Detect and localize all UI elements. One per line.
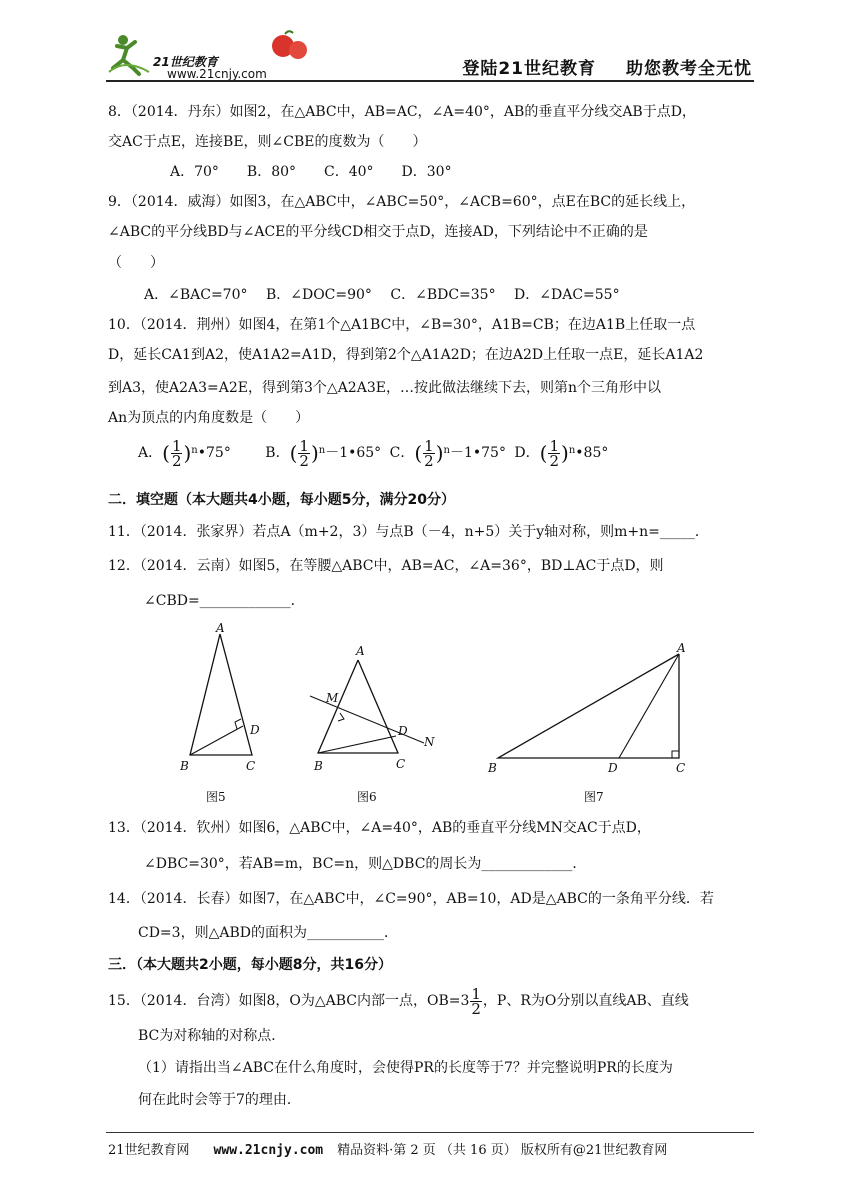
fig6-segment-bd xyxy=(318,736,396,753)
slogan-right: 助您教考全无忧 xyxy=(626,59,752,79)
q10-option-c: C．( $\frac{1}{2}$ )$^n$－1•75° xyxy=(389,436,506,470)
fig6-caption: 图6 xyxy=(357,790,377,804)
q9-line2: ∠ABC的平分线BD与∠ACE的平分线CD相交于点D，连接AD，下列结论中不正确的是 xyxy=(108,224,648,240)
q15-line3: （1）请指出当∠ABC在什么角度时，会使得PR的长度等于7？并完整说明PR的长度为 xyxy=(138,1060,673,1076)
q14-line2: CD=3，则△ABD的面积为___________． xyxy=(138,925,398,941)
figure-6 xyxy=(306,640,446,775)
q9-line1: 9．（2014．威海）如图3，在△ABC中，∠ABC=50°，∠ACB=60°，点E在BC的延长线上， xyxy=(108,194,696,210)
fig7-label-b: B xyxy=(488,761,497,775)
fig6-label-d: D xyxy=(398,724,408,738)
q8-options: A．70° B．80° C．40° D．30° xyxy=(170,164,452,180)
footer-rule xyxy=(106,1132,754,1133)
fig5-segment-bd xyxy=(190,726,243,755)
fig7-caption: 图7 xyxy=(584,790,604,804)
header-slogan xyxy=(462,54,752,79)
fig7-triangle xyxy=(498,654,679,758)
fig5-label-b: B xyxy=(180,759,189,772)
q10-line3: 到A3，使A2A3=A2E，得到第3个△A2A3E，…按此做法继续下去，则第n个三角形中以 xyxy=(108,380,661,396)
site-logo xyxy=(105,28,315,80)
section-2-heading: 二．填空题（本大题共4小题，每小题5分，满分20分） xyxy=(108,492,455,508)
q13-line2: ∠DBC=30°，若AB=m，BC=n，则△DBC的周长为_____________． xyxy=(144,856,587,872)
fig7-label-c: C xyxy=(676,761,686,775)
q10-option-b: B．( $\frac{1}{2}$ )$^n$－1•65° xyxy=(265,436,382,470)
fig7-label-a: A xyxy=(677,641,686,655)
q15-line2: BC为对称轴的对称点． xyxy=(138,1028,286,1044)
figure-7 xyxy=(480,640,700,775)
fig6-label-a: A xyxy=(356,644,365,658)
footer-url[interactable]: www.21cnjy.com xyxy=(213,1143,324,1158)
fig5-caption: 图5 xyxy=(206,790,226,804)
fig6-label-n: N xyxy=(424,735,435,749)
q10-line1: 10．（2014．荆州）如图4，在第1个△A1BC中，∠B=30°，A1B=CB；在边A1B上任取一点 xyxy=(108,317,696,333)
q8-line2: 交AC于点E，连接BE，则∠CBE的度数为（ ） xyxy=(108,134,427,150)
q10-line4: An为顶点的内角度数是（ ） xyxy=(108,410,310,426)
fig7-segment-ad xyxy=(619,654,679,758)
fig6-label-m: M xyxy=(326,691,339,705)
q8-line1: 8．（2014．丹东）如图2，在△ABC中，AB=AC，∠A=40°，AB的垂直平分线交AB于点D， xyxy=(108,104,696,120)
figure-5 xyxy=(180,622,270,772)
q9-line3: （ ） xyxy=(108,255,164,271)
logo-text: 21世纪教育 xyxy=(153,55,218,69)
q15-line4: 何在此时会等于7的理由． xyxy=(138,1092,301,1108)
header-rule xyxy=(106,80,754,82)
fig6-triangle xyxy=(318,660,398,753)
footer-site: 21世纪教育网 xyxy=(108,1143,190,1158)
fig7-right-angle-mark xyxy=(672,751,679,758)
q10-option-a: A．( $\frac{1}{2}$ )$^n$•75° xyxy=(138,436,231,470)
runner-icon xyxy=(109,35,149,74)
q15-line1: 15．（2014．台湾）如图8，O为△ABC内部一点，OB=3 $\frac{1}{2}$ ，P、R为O分别以直线AB、直线 xyxy=(108,984,689,1018)
q13-line1: 13．（2014．钦州）如图6，△ABC中，∠A=40°，AB的垂直平分线MN交AC于点D， xyxy=(108,820,651,836)
q10-option-d: D．( $\frac{1}{2}$ )$^n$•85° xyxy=(514,436,609,470)
q11: 11．（2014．张家界）若点A（m+2，3）与点B（－4，n+5）关于y轴对称，则m+n=_____． xyxy=(108,524,709,540)
fig5-triangle xyxy=(190,634,252,755)
section-3-heading: 三．（本大题共2小题，每小题8分，共16分） xyxy=(108,957,392,973)
fig5-label-c: C xyxy=(246,759,256,772)
fig5-label-a: A xyxy=(216,622,225,635)
fig6-label-b: B xyxy=(314,759,323,773)
q10-line2: D，延长CA1到A2，使A1A2=A1D，得到第2个△A1A2D；在边A2D上任取一点E，延长A1A2 xyxy=(108,347,704,363)
q12-line1: 12．（2014．云南）如图5，在等腰△ABC中，AB=AC，∠A=36°，BD⊥AC于点D，则 xyxy=(108,558,664,574)
footer-page-info: 精品资料·第 2 页 （共 16 页） 版权所有@21世纪教育网 xyxy=(337,1143,668,1158)
apple-icon xyxy=(272,31,307,59)
q14-line1: 14．（2014．长春）如图7，在△ABC中，∠C=90°，AB=10，AD是△ABC的一条角平分线．若 xyxy=(108,891,714,907)
fig7-label-d: D xyxy=(608,761,618,775)
page-footer xyxy=(108,1139,667,1158)
q9-options: A．∠BAC=70° B．∠DOC=90° C．∠BDC=35° D．∠DAC=55° xyxy=(144,287,620,303)
slogan-left: 登陆21世纪教育 xyxy=(462,59,596,79)
fig6-label-c: C xyxy=(396,757,406,771)
logo-url: www.21cnjy.com xyxy=(167,67,267,80)
fig5-label-d: D xyxy=(250,723,260,737)
q10-options xyxy=(138,436,608,470)
q12-line2: ∠CBD=_____________． xyxy=(144,593,305,609)
fig6-right-angle-mark xyxy=(338,713,344,721)
